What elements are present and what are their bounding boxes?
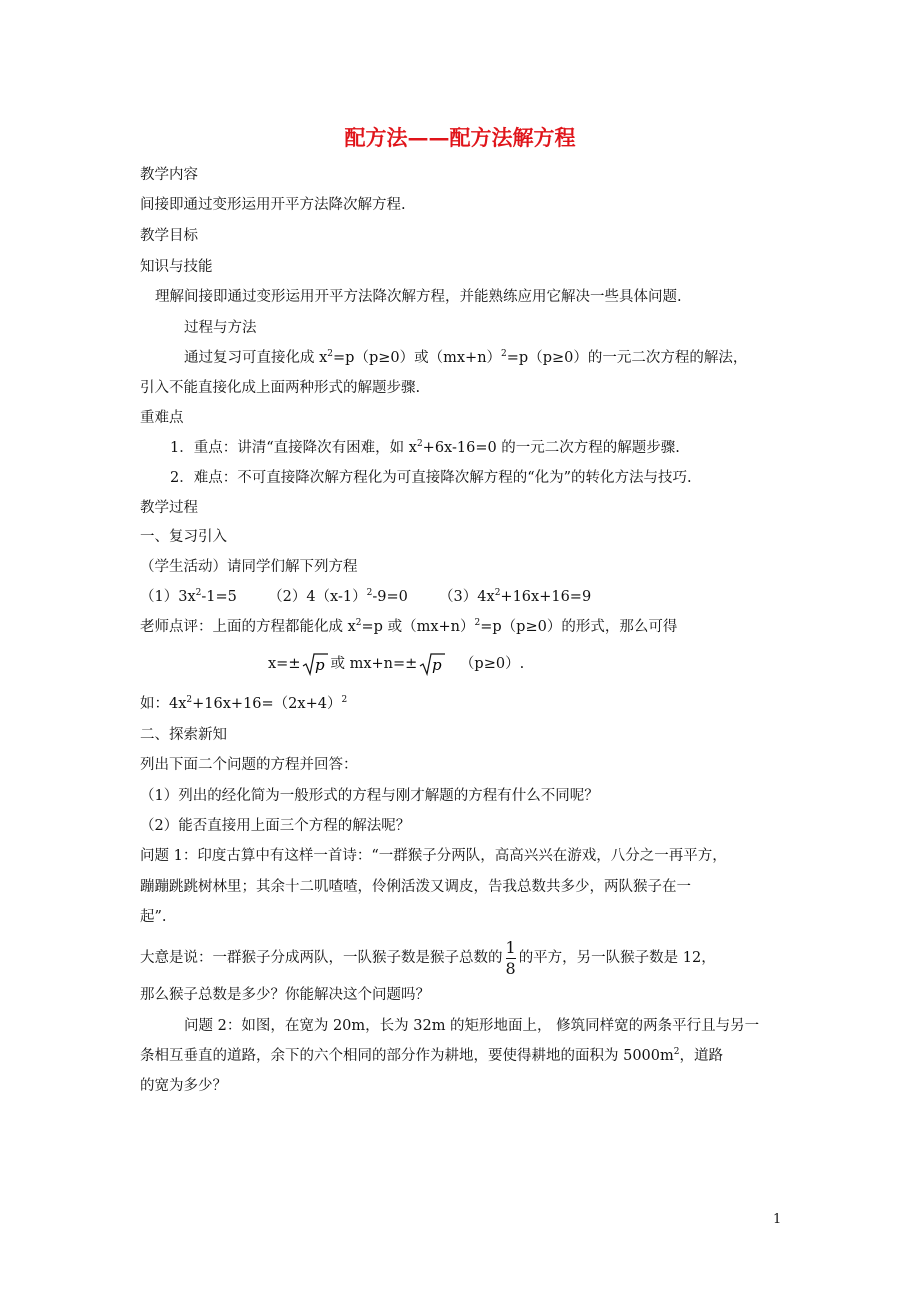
part-2-intro: 列出下面二个问题的方程并回答： xyxy=(140,757,358,773)
document-title: 配方法——配方法解方程 xyxy=(344,125,576,150)
section-heading-process: 教学过程 xyxy=(140,500,198,516)
problem-2-line1: 问题 2：如图，在宽为 20m，长为 32m 的矩形地面上， 修筑同样宽的两条平行且与另一 xyxy=(184,1018,760,1034)
process-text-line1: 通过复习可直接化成 $x^2=p(p\ge 0)$或$(mx+n)^2=p(p\ge 0)$的一元二次方程的解法， xyxy=(184,349,748,366)
sqrt-symbol xyxy=(302,652,328,676)
section-heading-content: 教学内容 xyxy=(140,167,198,183)
example-line: 如：$4x^2+16x+16=(2x+4)^2$ xyxy=(140,695,348,712)
content-text: 间接即通过变形运用开平方法降次解方程. xyxy=(140,197,406,213)
key-point-1: 1．重点：讲清“直接降次有困难，如 $x^2+6x-16=0$ 的一元二次方程的解题步骤. xyxy=(170,439,680,456)
student-activity: （学生活动）请同学们解下列方程 xyxy=(140,559,358,575)
problem-1-line1: 问题 1：印度古算中有这样一首诗：“一群猴子分两队，高高兴兴在游戏，八分之一再平方， xyxy=(140,848,727,864)
page-number: 1 xyxy=(773,1212,782,1227)
svg-text:p: p xyxy=(315,656,326,674)
equations-line: $(1)3x^2-1=5$ $(2)4(x-1)^2-9=0$ $(3)4x^2+16x+16=9$ xyxy=(140,588,592,605)
subheading-knowledge: 知识与技能 xyxy=(140,259,213,275)
key-point-2: 2．难点：不可直接降次解方程化为可直接降次解方程的“化为”的转化方法与技巧. xyxy=(170,470,692,486)
problem-2-line2: 条相互垂直的道路，余下的六个相同的部分作为耕地，要使得耕地的面积为 $5000m^2$，道路 xyxy=(140,1047,723,1064)
question-2: （2）能否直接用上面三个方程的解法呢？ xyxy=(140,818,411,834)
section-heading-objectives: 教学目标 xyxy=(140,228,198,244)
knowledge-text: 理解间接即通过变形运用开平方法降次解方程，并能熟练应用它解决一些具体问题. xyxy=(155,289,682,305)
part-1-heading: 一、复习引入 xyxy=(140,529,227,545)
question-1: （1）列出的经化简为一般形式的方程与刚才解题的方程有什么不同呢？ xyxy=(140,788,599,804)
subheading-process: 过程与方法 xyxy=(184,320,257,336)
problem-1-line3: 起”. xyxy=(140,909,167,925)
sqrt-symbol xyxy=(419,652,445,676)
process-text-line2: 引入不能直接化成上面两种形式的解题步骤. xyxy=(140,380,421,396)
problem-2-line3: 的宽为多少？ xyxy=(140,1078,227,1094)
section-heading-keypoints: 重难点 xyxy=(140,410,184,426)
problem-1-line2: 蹦蹦跳跳树林里；其余十二叽喳喳，伶俐活泼又调皮，告我总数共多少，两队猴子在一 xyxy=(140,879,691,895)
problem-1-meaning: 大意是说：一群猴子分成两队，一队猴子数是猴子总数的 $\frac{1}{8}$ 的平方，另一队猴子数是 12， xyxy=(140,937,716,978)
solution-formula: x=± p 或 mx+n=± p （p≥0）. xyxy=(268,652,524,676)
teacher-comment: 老师点评：上面的方程都能化成 $x^2=p$ 或$(mx+n)^2=p(p\ge 0)$的形式，那么可得 xyxy=(140,618,678,635)
fraction-one-eighth: $\frac{1}{8}$ xyxy=(505,937,516,978)
problem-1-question: 那么猴子总数是多少？你能解决这个问题吗？ xyxy=(140,987,430,1003)
svg-text:p: p xyxy=(432,656,442,674)
part-2-heading: 二、探索新知 xyxy=(140,727,227,743)
